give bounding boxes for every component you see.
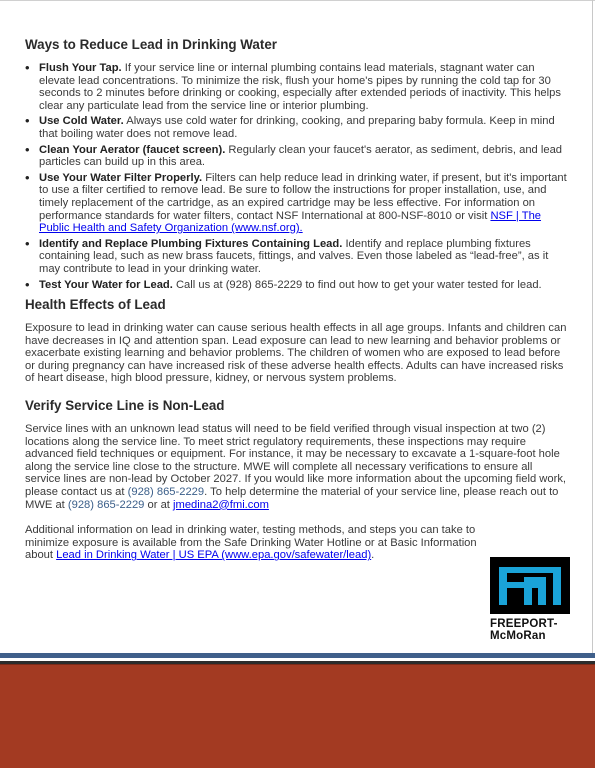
logo-wordmark xyxy=(490,618,570,642)
additional-end: . xyxy=(371,549,375,562)
freeport-mcmoran-logo xyxy=(490,557,570,642)
section-title-health-effects: Health Effects of Lead xyxy=(25,297,166,313)
logo-mark xyxy=(490,557,570,614)
list-item xyxy=(25,62,567,112)
section-title-reduce-lead: Ways to Reduce Lead in Drinking Water xyxy=(25,37,277,52)
verify-text-a: Service lines with an unknown lead status will need to be field verified through visual inspection at two (2) locations along the service line. To meet strict regulatory requirements, these inspections may require advanced field techniques or equipment. For instance, it may be necessary to excavate a 1-square-foot hole along the service line close to the structure. MWE will complete all necessary verifications to ensure all service lines are non-lead by October 2027. If you would like more information about the upcoming field work, please contact us at xyxy=(25,423,567,499)
tip-heading: Flush Your Tap. xyxy=(39,62,122,74)
tip-heading: Use Your Water Filter Properly. xyxy=(39,171,203,184)
health-effects-paragraph: Exposure to lead in drinking water can cause serious health effects in all age groups. Infants and children can have decreases in IQ and attention span. Lead exposure can lead to new learning and behavior problems or exacerbate existing learning and behavior problems. The children of women who are exposed to lead before or during pregnancy can have increased risk of these adverse health effects. Adults can have increased risks of heart disease, high blood pressure, kidney, or nervous system problems. xyxy=(25,322,567,385)
logo-mark-icon xyxy=(490,557,570,614)
tip-text: If your service line or internal plumbing contains lead materials, stagnant water can elevate lead concentrations. To minimize the risk, flush your home's pipes by running the cold tap for 30 seconds to 2 minutes before drinking or cooking, especially after extended periods of inactivity. This helps clear any particulate lead from the service line or interior plumbing. xyxy=(39,62,561,112)
page-right-border xyxy=(592,0,593,655)
additional-info-paragraph xyxy=(25,524,480,562)
nsf-link[interactable]: NSF | The Public Health and Safety Organization (www.nsf.org). xyxy=(39,209,542,235)
footer-panel xyxy=(0,664,595,768)
tip-heading: Test Your Water for Lead. xyxy=(39,278,173,291)
tip-text: Identify and replace plumbing fixtures containing lead, such as new brass faucets, fittings, and valves. Even those labeled as “lead-free”, as it may contribute to lead in your drinking water. xyxy=(39,237,549,275)
tip-text: Call us at (928) 865-2229 to find out how to get your water tested for lead. xyxy=(175,278,542,291)
bullet-icon: • xyxy=(25,113,30,129)
phone-number-2: (928) 865-2229 xyxy=(67,498,145,511)
tip-text: Filters can help reduce lead in drinking water, if present, but it's important to use a filter certified to remove lead. Be sure to follow the instructions for proper installation, use, and timely replacement of the cartridge, as an expired cartridge may be less effective. For information on performance standards for water filters, contact NSF International at 800-NSF-8010 or visit xyxy=(39,171,567,222)
tip-heading: Clean Your Aerator (faucet screen). xyxy=(39,143,226,156)
epa-link[interactable]: Lead in Drinking Water | US EPA (www.epa.gov/safewater/lead) xyxy=(56,549,372,562)
verify-text-c: or at xyxy=(144,498,174,511)
document-body xyxy=(25,37,567,575)
verify-paragraph xyxy=(25,423,567,511)
tip-heading: Identify and Replace Plumbing Fixtures Containing Lead. xyxy=(39,237,343,250)
verify-text-b: . To help determine the material of your service line, please reach out to MWE at xyxy=(25,486,559,511)
tip-text: Always use cold water for drinking, cooking, and preparing baby formula. Keep in mind that boiling water does not remove lead. xyxy=(39,115,555,140)
page-top-border xyxy=(0,0,595,1)
list-item xyxy=(25,235,567,276)
logo-line-2: McMoRan xyxy=(490,630,546,642)
email-link[interactable]: jmedina2@fmi.com xyxy=(173,498,269,511)
bullet-icon: • xyxy=(25,276,30,292)
list-item xyxy=(25,141,567,169)
tips-list xyxy=(25,62,567,291)
tip-text: Regularly clean your faucet's aerator, as sediment, debris, and lead particles can build up in this area. xyxy=(39,143,563,169)
bullet-icon: • xyxy=(25,235,30,251)
section-title-verify-service-line: Verify Service Line is Non-Lead xyxy=(25,398,225,414)
bullet-icon: • xyxy=(25,169,30,185)
list-item xyxy=(25,169,567,235)
tip-heading: Use Cold Water. xyxy=(39,115,124,128)
phone-number-1: (928) 865-2229 xyxy=(127,486,205,499)
bullet-icon: • xyxy=(25,60,30,75)
logo-line-1: FREEPORT- xyxy=(490,618,558,630)
list-item xyxy=(25,115,567,140)
additional-text: Additional information on lead in drinking water, testing methods, and steps you can take to minimize exposure is available from the Safe Drinking Water Hotline or at Basic Information about xyxy=(25,524,477,562)
bullet-icon: • xyxy=(25,141,30,157)
list-item xyxy=(25,276,567,292)
